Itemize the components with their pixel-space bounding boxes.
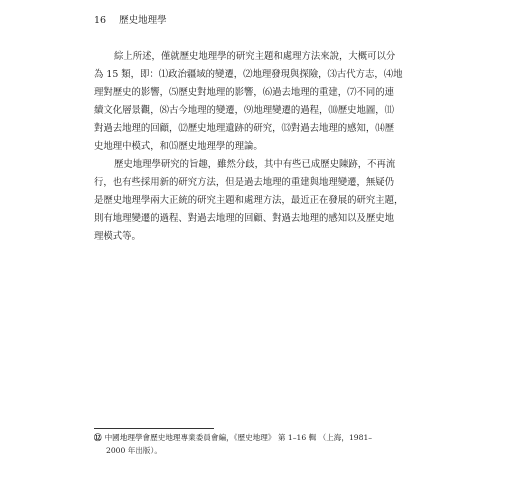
page-number: 16 <box>94 15 107 26</box>
footnote-divider <box>94 428 214 429</box>
running-title: 歷史地理學 <box>119 15 167 26</box>
paragraph-line: 則有地理變遷的過程、對過去地理的回顧、對過去地理的感知以及歷史地 <box>94 213 395 224</box>
paragraph-line: 續文化層景觀，⑻古今地理的變遷，⑼地理變遷的過程，⑽歷史地圖，⑾ <box>94 105 395 116</box>
running-head <box>94 15 167 27</box>
footnote-line: 2000 年出版）。 <box>106 446 162 455</box>
body-text <box>94 48 420 246</box>
paragraph-line: 理模式等。 <box>94 231 141 242</box>
paragraph-line: 史地理中模式，和⒂歷史地理學的理論。 <box>94 141 263 152</box>
paragraph-line: 歷史地理學研究的旨趣，雖然分歧，其中有些已成歷史陳跡，不再流 <box>114 159 396 170</box>
paragraph-line: 是歷史地理學兩大正統的研究主題和處理方法，最近正在發展的研究主題， <box>94 195 404 206</box>
paragraph-1 <box>94 48 420 156</box>
paragraph-line: 對過去地理的回顧，⑿歷史地理遺跡的研究，⒀對過去地理的感知，⒁歷 <box>94 123 395 134</box>
paragraph-line: 行，也有些採用新的研究方法，但是過去地理的重建與地理變遷，無疑仍 <box>94 177 395 188</box>
footnote-line <box>94 431 420 444</box>
paragraph-line: 綜上所述，僅就歷史地理學的研究主題和處理方法來說，大概可以分 <box>114 51 396 62</box>
footnote-marker: ⑫ <box>94 433 102 442</box>
paragraph-line: 理對歷史的影響，⑸歷史對地理的影響，⑹過去地理的重建，⑺不同的連 <box>94 87 395 98</box>
paragraph-2 <box>94 156 420 246</box>
paragraph-line: 為 15 類，即：⑴政治疆域的變遷，⑵地理發現與探險，⑶古代方志，⑷地 <box>94 69 403 80</box>
footnote <box>94 431 420 457</box>
footnote-text: 中國地理學會歷史地理專業委員會編，《歷史地理》 第 1–16 輯 （上海，1981– <box>104 433 373 442</box>
